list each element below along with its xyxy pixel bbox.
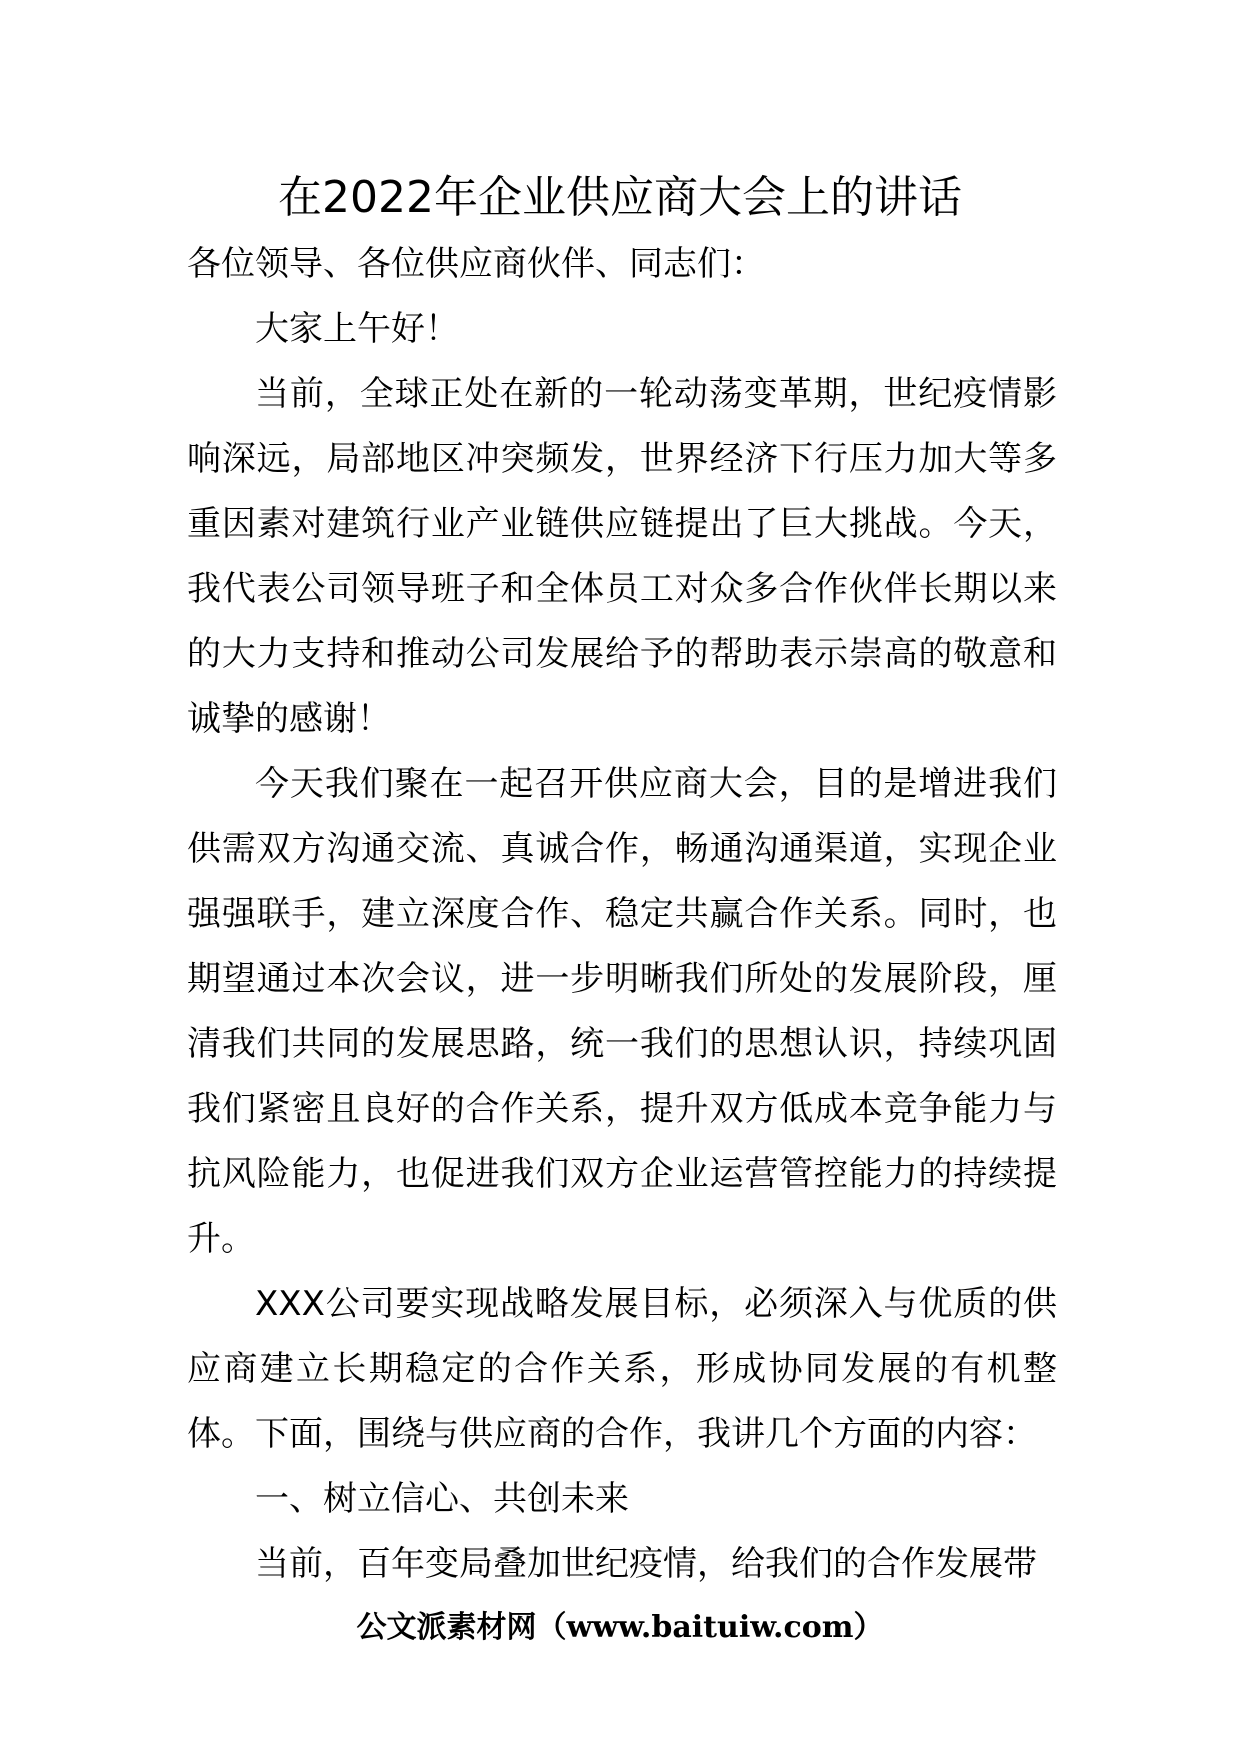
- paragraph-context: 当前，全球正处在新的一轮动荡变革期，世纪疫情影响深远，局部地区冲突频发，世界经济下行压力加大等多重因素对建筑行业产业链供应链提出了巨大挑战。今天，我代表公司领导班子和全体员工对众多合作伙伴长期以来的大力支持和推动公司发展给予的帮助表示崇高的敬意和诚挚的感谢！: [187, 374, 1057, 739]
- document-title: 在2022年企业供应商大会上的讲话: [278, 172, 962, 223]
- paragraph-purpose: 今天我们聚在一起召开供应商大会，目的是增进我们供需双方沟通交流、真诚合作，畅通沟通渠道，实现企业强强联手，建立深度合作、稳定共赢合作关系。同时，也期望通过本次会议，进一步明晰我们所处的发展阶段，厘清我们共同的发展思路，统一我们的思想认识，持续巩固我们紧密且良好的合作关系，提升双方低成本竞争能力与抗风险能力，也促进我们双方企业运营管控能力的持续提升。: [187, 764, 1057, 1259]
- paragraph-section-1: 当前，百年变局叠加世纪疫情，给我们的合作发展带: [255, 1544, 1037, 1584]
- paragraph-strategy: XXX公司要实现战略发展目标，必须深入与优质的供应商建立长期稳定的合作关系，形成协同发展的有机整体。下面，围绕与供应商的合作，我讲几个方面的内容：: [187, 1284, 1057, 1454]
- paragraph-greeting: 大家上午好！: [255, 309, 459, 349]
- section-heading-1: 一、树立信心、共创未来: [255, 1479, 629, 1519]
- footer-watermark: 公文派素材网（www.baituiw.com）: [356, 1610, 884, 1645]
- document-body: [187, 232, 1057, 1597]
- salutation: 各位领导、各位供应商伙伴、同志们：: [187, 244, 765, 284]
